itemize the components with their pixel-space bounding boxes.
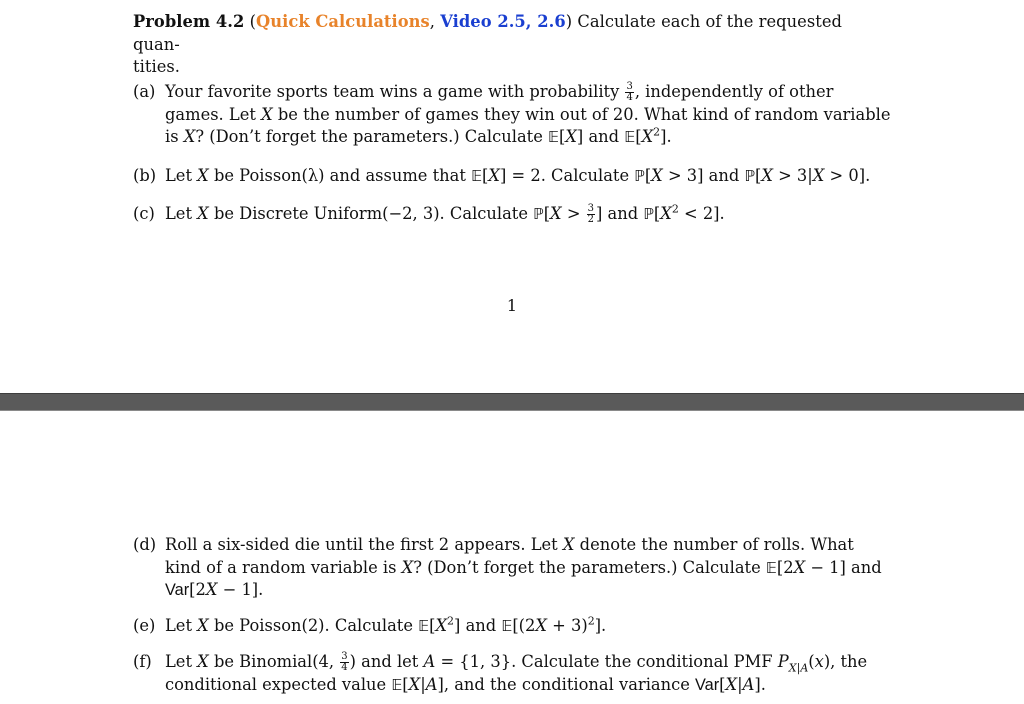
item-d-text: Roll a six-sided die until the first 2 appears. Let X denote the number of rolls. What kind of a random variable is X? (Don’t forget the parameters.) Calculate 𝔼[2X − 1] and Var[2X − 1].: [165, 535, 882, 599]
problem-intro-cont: tities.: [133, 57, 181, 76]
item-e: [133, 615, 893, 638]
open-paren: (: [249, 12, 257, 31]
item-b-mark: (b): [133, 166, 157, 185]
item-e-mark: (e): [133, 616, 156, 635]
page-separator: [0, 393, 1024, 411]
problem-intro: ) Calculate each of the requested quan-: [133, 12, 843, 54]
problem-header: [133, 11, 893, 79]
item-d-mark: (d): [133, 535, 157, 554]
item-f: [133, 651, 893, 696]
item-d: [133, 534, 893, 602]
item-a: [133, 81, 893, 149]
item-b: [133, 165, 893, 188]
item-b-text: Let X be Poisson(λ) and assume that 𝔼[X] = 2. Calculate ℙ[X > 3] and ℙ[X > 3|X > 0].: [165, 166, 871, 185]
problem-label: Problem 4.2: [133, 12, 245, 31]
item-c-mark: (c): [133, 204, 155, 223]
page-number: 1: [506, 296, 518, 315]
item-a-mark: (a): [133, 82, 156, 101]
video-link[interactable]: Video 2.5, 2.6: [440, 12, 566, 31]
item-c: [133, 203, 893, 226]
item-e-text: Let X be Poisson(2). Calculate $𝔼[X^2]$ and 𝔼[(2X + 3)$^2$].: [165, 614, 607, 635]
item-a-text: Your favorite sports team wins a game with probability $\frac{3}{4}$ , independently of other games. Let X be the number of games they win out of 20. What kind of random variable is X? (Don’t forget the parameters.) Calculate 𝔼[X] and $𝔼[X^2]$.: [165, 81, 891, 146]
quick-calculations-link[interactable]: Quick Calculations: [256, 12, 430, 31]
comma: ,: [429, 12, 435, 31]
item-f-text: Let X be Binomial(4, $\frac{3}{4}$ ) and let A = {1, 3}. Calculate the conditional PMF $P_{X|A}(x)$, the conditional expected value 𝔼[X|A], and the conditional variance Var[X|A].: [165, 651, 868, 694]
page-2: [0, 411, 1024, 704]
item-f-mark: (f): [133, 652, 152, 671]
item-c-text: Let X be Discrete Uniform(−2, 3). Calculate ℙ[X > $\frac{3}{2}$ ] and $ℙ[X^2 < 2]$.: [165, 202, 725, 225]
